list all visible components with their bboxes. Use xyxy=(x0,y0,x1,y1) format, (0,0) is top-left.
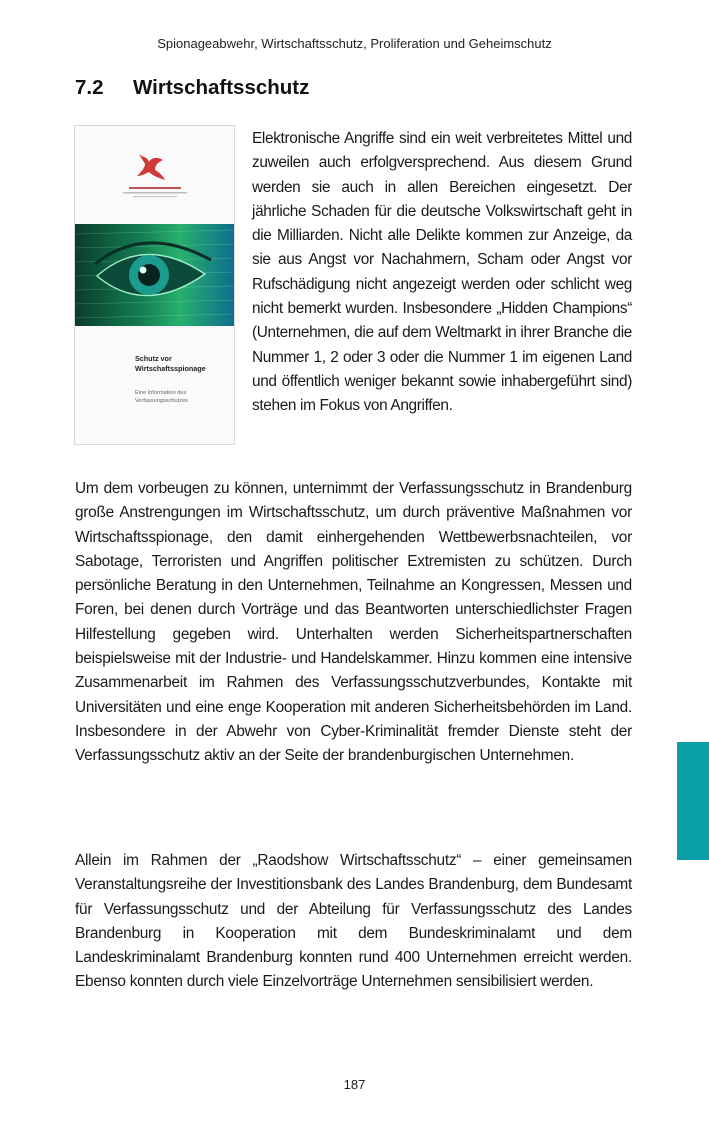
brandenburg-eagle-logo xyxy=(133,150,171,184)
cover-eye-graphic xyxy=(75,224,235,326)
body-paragraph: Um dem vorbeugen zu können, unternimmt der Verfassungsschutz in Brandenburg große Anstrengungen im Wirtschaftsschutz, um durch präventive Maßnahmen vor Wirtschaftsspionage, den damit einhergehenden Wettbewerbsnachteilen, vor Sabotage, Terroristen und Angriffen politischer Extremisten zu schützen. Durch persönliche Beratung in den Unternehmen, Teilnahme an Kongressen, Messen und Foren, bei denen durch Vorträge und das Beantworten unterschiedlichster Fragen Hilfestellung gegeben wird. Unterhalten werden Sicherheitspartnerschaften beispielsweise mit der Industrie- und Handelskammer. Hinzu kommen eine intensive Zusammenarbeit im Rahmen des Verfassungsschutzverbundes, Kontakte mit Universitäten und eine enge Kooperation mit anderen Sicherheitsbehörden im Land. Insbesondere in der Abwehr von Cyber-Kriminalität fremder Dienste steht der Verfassungsschutz aktiv an der Seite der brandenburgischen Unternehmen. xyxy=(75,480,632,765)
section-heading xyxy=(75,76,309,100)
page-number: 187 xyxy=(343,1077,366,1092)
section-number: 7.2 xyxy=(75,76,104,99)
body-paragraph: Allein im Rahmen der „Raodshow Wirtschaftsschutz“ – einer gemeinsamen Veranstaltungsreihe der Investitionsbank des Landes Brandenburg, dem Bundesamt für Verfassungsschutz und der Abteilung für Verfassungsschutz des Landes Brandenburg in Kooperation mit dem Bundeskriminalamt und dem Landeskriminalamt Brandenburg konnten rund 400 Unternehmen erreicht werden. Ebenso konnten durch viele Einzelvorträge Unternehmen sensibilisiert werden. xyxy=(75,852,632,991)
intro-paragraph: Elektronische Angriffe sind ein weit verbreitetes Mittel und zuweilen auch erfolgversprechend. Aus diesem Grund werden sie auch in allen Bereichen eingesetzt. Der jährliche Schaden für die deutsche Volkswirtschaft geht in die Milliarden. Nicht alle Delikte kommen zur Anzeige, da sie aus Angst vor Nachahmern, Scham oder Angst vor Rufschädigung nicht angezeigt werden oder schlicht weg nicht bemerkt wurden. Insbesondere „Hidden Champions“ (Unternehmen, die auf dem Weltmarkt in ihrer Branche die Nummer 1, 2 oder 3 oder die Nummer 1 im eigenen Land und öffentlich weniger bekannt sowie inhabergeführt sind) stehen im Fokus von Angriffen. xyxy=(252,130,632,415)
brochure-cover-image xyxy=(74,125,235,445)
running-header: Spionageabwehr, Wirtschaftsschutz, Proliferation und Geheimschutz xyxy=(157,36,552,51)
cover-title: Schutz vor Wirtschaftsspionage xyxy=(135,354,206,373)
cover-subtitle: Eine Information des Verfassungsschutzes xyxy=(135,390,188,404)
logo-lettering-graphic xyxy=(115,186,195,198)
section-title: Wirtschaftsschutz xyxy=(133,76,310,99)
chapter-tab-marker xyxy=(677,742,709,860)
